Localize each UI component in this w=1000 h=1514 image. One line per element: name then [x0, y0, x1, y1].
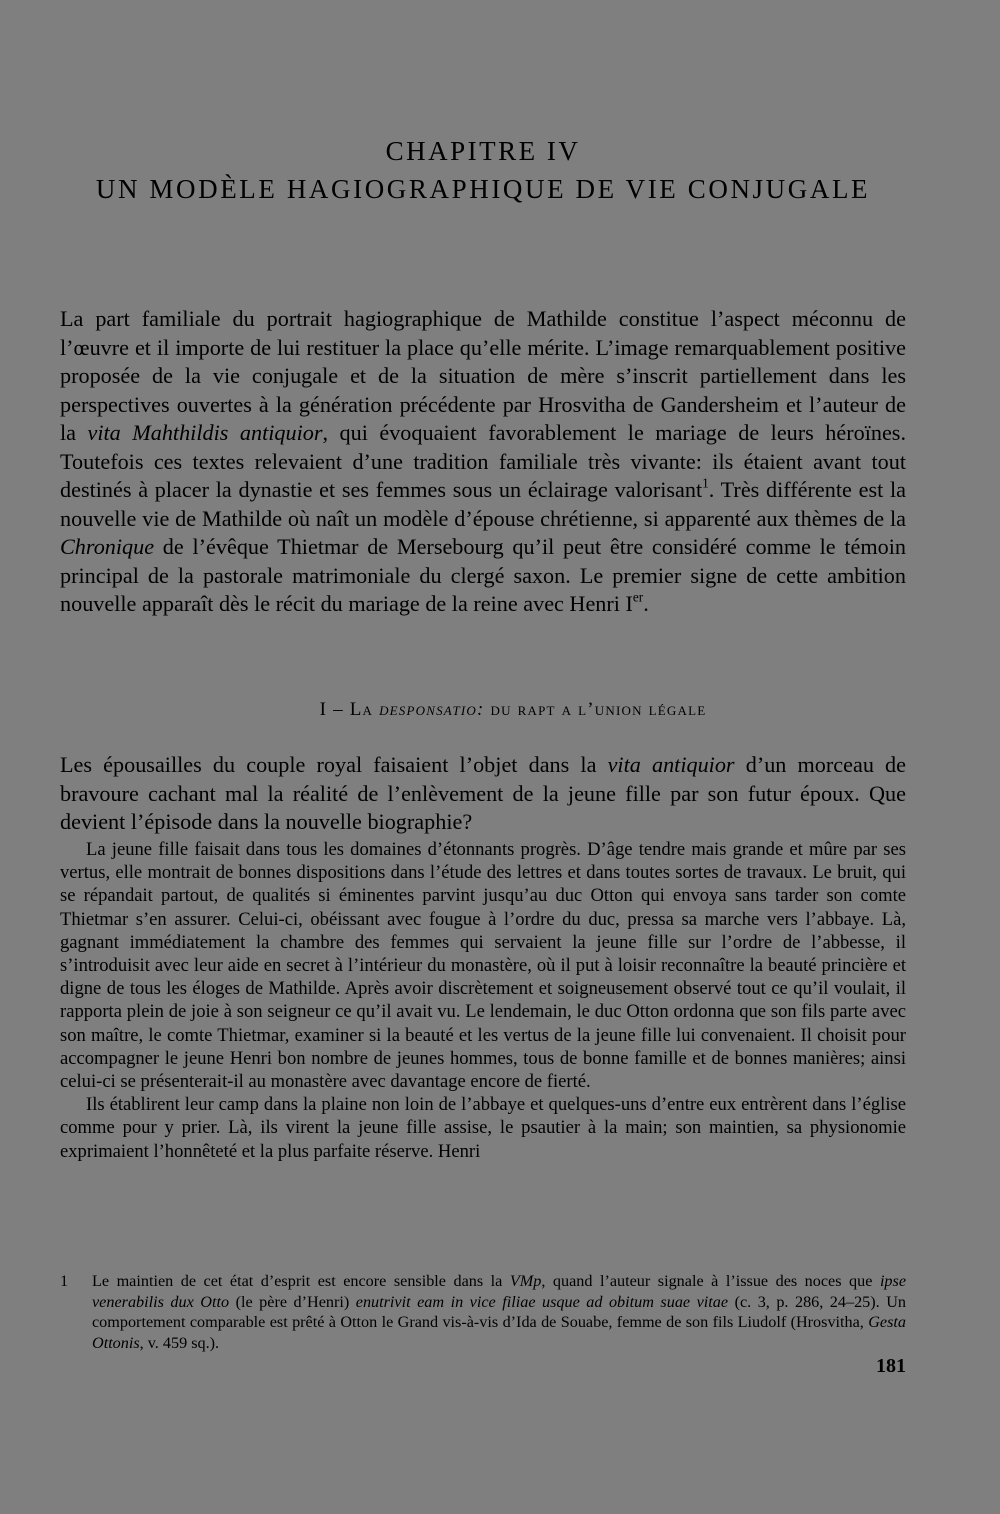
footnote-text-1: Le maintien de cet état d’esprit est encore sensible dans la [92, 1272, 510, 1290]
quote-paragraph-2: Ils établirent leur camp dans la plaine non loin de l’abbaye et quelques-uns d’entre eux entrèrent dans l’église comme pour y prier. Là, ils virent la jeune fille assise, le psautier à la main; son maintien, sa physionomie exprimaient l’honnêteté et la plus parfaite réserve. Henri [60, 1094, 906, 1162]
section-intro-text-2: d’un morceau de bravoure cachant mal la réalité de l’enlèvement de la jeune fille par son futur époux. Que devient l’épisode dans la nouvelle biographie? [60, 752, 906, 834]
intro-text-4: de l’évêque Thietmar de Mersebourg qu’il peut être considéré comme le témoin principal de la pastorale matrimoniale du clergé saxon. Le premier signe de cette ambition nouvelle apparaît dès le récit du mariage de la reine avec Henri I [60, 534, 906, 616]
section-heading-prefix: I – La [319, 699, 380, 720]
footnote-italic-4: Gesta Ottonis [92, 1313, 906, 1352]
chapter-number: CHAPITRE IV [385, 136, 581, 166]
footnote-text-4: (c. 3, p. 286, 24–25). Un comportement comparable est prêté à Otton le Grand vis-à-vis d’Ida de Souabe, femme de son fils Liudolf (Hrosvitha, [92, 1292, 906, 1331]
intro-italic-chronique: Chronique [60, 534, 155, 559]
quote-paragraph-1: La jeune fille faisait dans tous les domaines d’étonnants progrès. D’âge tendre mais grande et mûre par ses vertus, elle montrait de bonnes dispositions dans l’étude des lettres et dans toutes sortes de travaux. Le bruit, qui se répandait partout, de qualités si éminentes parvint jusqu’au duc Otton qui envoya sans tarder son comte Thietmar s’en assurer. Celui-ci, obéissant avec fougue à l’ordre du duc, pressa sa marche vers l’abbaye. Là, gagnant immédiatement la chambre des femmes qui servaient la jeune fille sur l’ordre de l’abbesse, il s’introduisit avec leur aide en secret à l’intérieur du monastère, où il put à loisir reconnaître la beauté princière et digne de tous les éloges de Mathilde. Après avoir discrètement et soigneusement observé tout ce qu’il voulait, il rapporta plein de joie à son seigneur ce qu’il avait vu. Le lendemain, le duc Otton ordonna que son fils parte avec son maître, le comte Thietmar, examiner si la beauté et les vertus de la jeune fille lui convenaient. Il choisit pour accompagner le jeune Henri bon nombre de jeunes hommes, tous de bonne famille et de bonnes manières; ainsi celui-ci se présenterait-il au monastère avec davantage encore de fierté. [60, 839, 906, 1093]
footnote-text-5: , v. 459 sq.). [139, 1333, 220, 1352]
section-intro-paragraph [60, 751, 906, 837]
section-heading-italic: desponsatio: [379, 699, 485, 720]
intro-text-1: La part familiale du portrait hagiographique de Mathilde constitue l’aspect méconnu de l’œuvre et il importe de lui restituer la place qu’elle mérite. L’image remarquablement positive proposée de la vie conjugale et de la situation de mère s’inscrit partiellement dans les perspectives ouvertes à la génération précédente par Hrosvitha de Gandersheim et l’auteur de la [60, 306, 906, 445]
section-heading-suffix: du rapt a l’union légale [484, 699, 707, 720]
footnote-italic-2: ipse venerabilis dux Otto [92, 1272, 907, 1311]
intro-text-5: . [643, 591, 649, 616]
quoted-translation [60, 838, 906, 1163]
footnote-text-3: (le père d’Henri) [229, 1292, 356, 1311]
footnote-reference: 1 [702, 475, 709, 491]
footnote-number: 1 [60, 1272, 69, 1290]
intro-paragraph [60, 305, 906, 619]
footnote-text-2: , quand l’auteur signale à l’issue des noces que [541, 1272, 880, 1290]
ordinal-superscript: er [632, 589, 644, 605]
intro-text-3: . Très différente est la nouvelle vie de Mathilde où naît un modèle d’épouse chrétienne, si apparenté aux thèmes de la [60, 477, 906, 531]
intro-text-2: , qui évoquaient favorablement le mariage de leurs héroïnes. Toutefois ces textes relevaient d’une tradition familiale très vivante: ils étaient avant tout destinés à placer la dynastie et ses femmes sous un éclairage valorisant [60, 420, 906, 502]
section-intro-text-1: Les épousailles du couple royal faisaient l’objet dans la [60, 752, 608, 777]
chapter-title: UN MODÈLE HAGIOGRAPHIQUE DE VIE CONJUGALE [95, 174, 871, 204]
footnote-italic-3: enutrivit eam in vice filiae usque ad obitum suae vitae [355, 1292, 729, 1311]
footnote-italic-1: VMp [509, 1272, 542, 1290]
intro-italic-vita: vita Mahthildis antiquior [87, 420, 323, 445]
page-number: 181 [876, 1355, 906, 1377]
footnote [60, 1271, 906, 1353]
section-intro-italic: vita antiquior [607, 752, 735, 777]
section-heading [60, 699, 966, 721]
